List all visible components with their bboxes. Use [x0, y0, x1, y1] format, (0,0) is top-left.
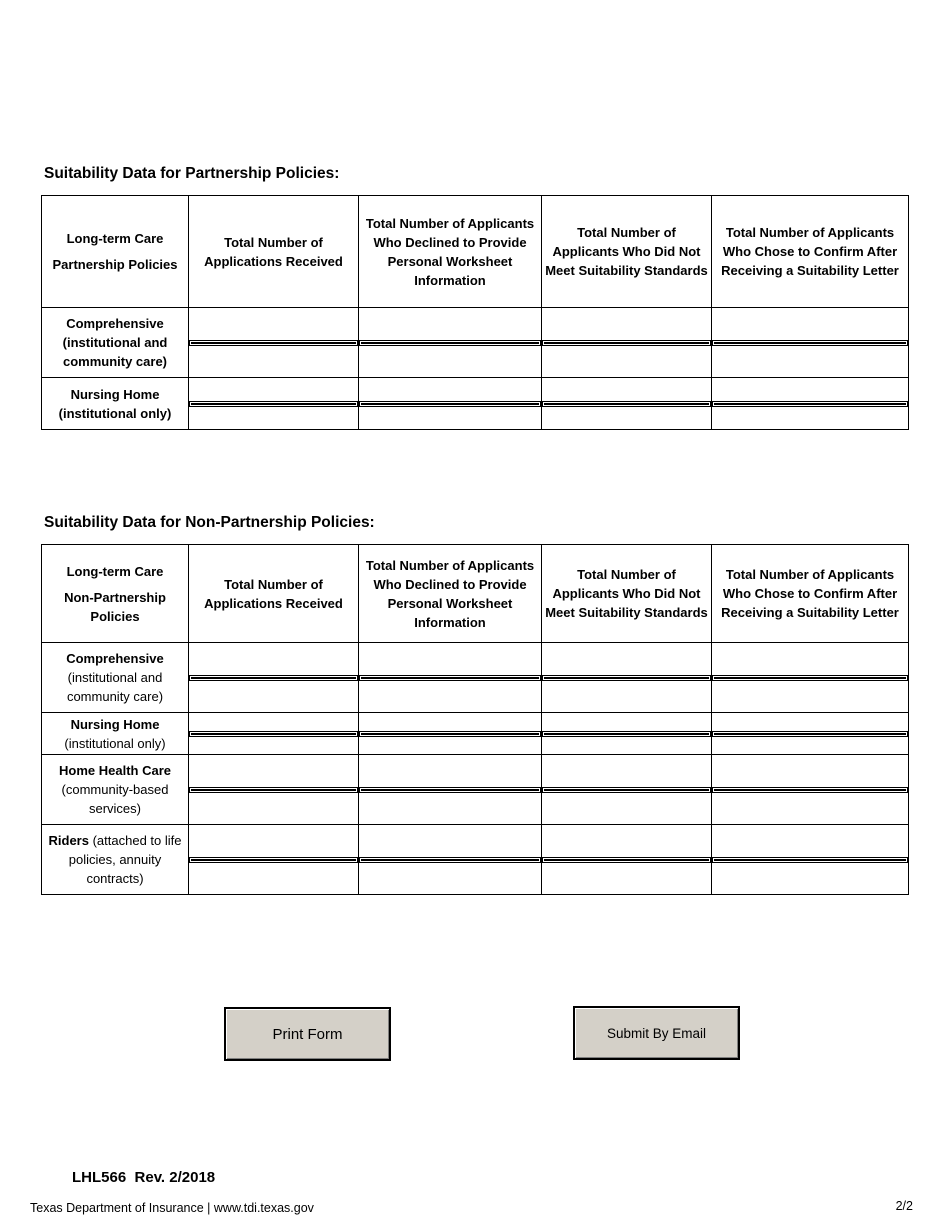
non-partnership-header-did-not-meet: Total Number of Applicants Who Did Not Meet Suitability Standards [542, 545, 712, 643]
partnership-nursing-not-meet-field[interactable] [542, 401, 711, 407]
table-row [42, 643, 909, 713]
partnership-header-declined-worksheet: Total Number of Applicants Who Declined to Provide Personal Worksheet Information [359, 196, 542, 308]
non-partnership-header-chose-to-confirm: Total Number of Applicants Who Chose to Confirm After Receiving a Suitability Letter [712, 545, 909, 643]
non-partnership-table [41, 544, 909, 895]
non-partnership-header-declined-worksheet: Total Number of Applicants Who Declined to Provide Personal Worksheet Information [359, 545, 542, 643]
non-partnership-home-health-confirm-field[interactable] [712, 787, 908, 793]
non-partnership-row-label-nursing-home: Nursing Home (institutional only) [42, 713, 189, 755]
non-partnership-comprehensive-declined-field[interactable] [359, 675, 541, 681]
partnership-row-label-comprehensive: Comprehensive (institutional and community care) [42, 308, 189, 378]
table-row [42, 825, 909, 895]
table-row [42, 308, 909, 378]
partnership-table [41, 195, 909, 430]
non-partnership-row-label-home-health: Home Health Care (community-based services) [42, 755, 189, 825]
partnership-header-did-not-meet: Total Number of Applicants Who Did Not Meet Suitability Standards [542, 196, 712, 308]
partnership-nursing-applications-field[interactable] [189, 401, 358, 407]
non-partnership-comprehensive-confirm-field[interactable] [712, 675, 908, 681]
non-partnership-home-health-applications-field[interactable] [189, 787, 358, 793]
non-partnership-header-policy-type: Long-term Care Non-Partnership Policies [42, 545, 189, 643]
form-identifier: LHL566 Rev. 2/2018 [72, 1169, 216, 1186]
non-partnership-comprehensive-not-meet-field[interactable] [542, 675, 711, 681]
submit-by-email-button[interactable]: Submit By Email [573, 1006, 740, 1060]
non-partnership-riders-not-meet-field[interactable] [542, 857, 711, 863]
non-partnership-header-row [42, 545, 909, 643]
non-partnership-header-applications-received: Total Number of Applications Received [189, 545, 359, 643]
non-partnership-riders-declined-field[interactable] [359, 857, 541, 863]
non-partnership-row-label-riders: Riders (attached to life policies, annuity contracts) [42, 825, 189, 895]
table-row [42, 755, 909, 825]
non-partnership-nursing-not-meet-field[interactable] [542, 731, 711, 737]
partnership-header-row [42, 196, 909, 308]
footer-agency: Texas Department of Insurance | www.tdi.texas.gov [30, 1201, 314, 1215]
partnership-comprehensive-not-meet-field[interactable] [542, 340, 711, 346]
partnership-row-label-nursing-home: Nursing Home (institutional only) [42, 378, 189, 430]
partnership-comprehensive-applications-field[interactable] [189, 340, 358, 346]
partnership-section-title: Suitability Data for Partnership Policies: [44, 165, 340, 182]
print-form-button[interactable]: Print Form [224, 1007, 391, 1061]
non-partnership-nursing-applications-field[interactable] [189, 731, 358, 737]
partnership-header-chose-to-confirm: Total Number of Applicants Who Chose to Confirm After Receiving a Suitability Letter [712, 196, 909, 308]
partnership-header-applications-received: Total Number of Applications Received [189, 196, 359, 308]
non-partnership-nursing-confirm-field[interactable] [712, 731, 908, 737]
non-partnership-home-health-declined-field[interactable] [359, 787, 541, 793]
non-partnership-riders-confirm-field[interactable] [712, 857, 908, 863]
non-partnership-section-title: Suitability Data for Non-Partnership Policies: [44, 514, 375, 531]
partnership-header-policy-type: Long-term Care Partnership Policies [42, 196, 189, 308]
non-partnership-home-health-not-meet-field[interactable] [542, 787, 711, 793]
partnership-nursing-confirm-field[interactable] [712, 401, 908, 407]
partnership-nursing-declined-field[interactable] [359, 401, 541, 407]
non-partnership-nursing-declined-field[interactable] [359, 731, 541, 737]
table-row [42, 713, 909, 755]
non-partnership-riders-applications-field[interactable] [189, 857, 358, 863]
table-row [42, 378, 909, 430]
partnership-comprehensive-confirm-field[interactable] [712, 340, 908, 346]
non-partnership-row-label-comprehensive: Comprehensive (institutional and community care) [42, 643, 189, 713]
non-partnership-comprehensive-applications-field[interactable] [189, 675, 358, 681]
page-number: 2/2 [895, 1199, 913, 1213]
partnership-comprehensive-declined-field[interactable] [359, 340, 541, 346]
